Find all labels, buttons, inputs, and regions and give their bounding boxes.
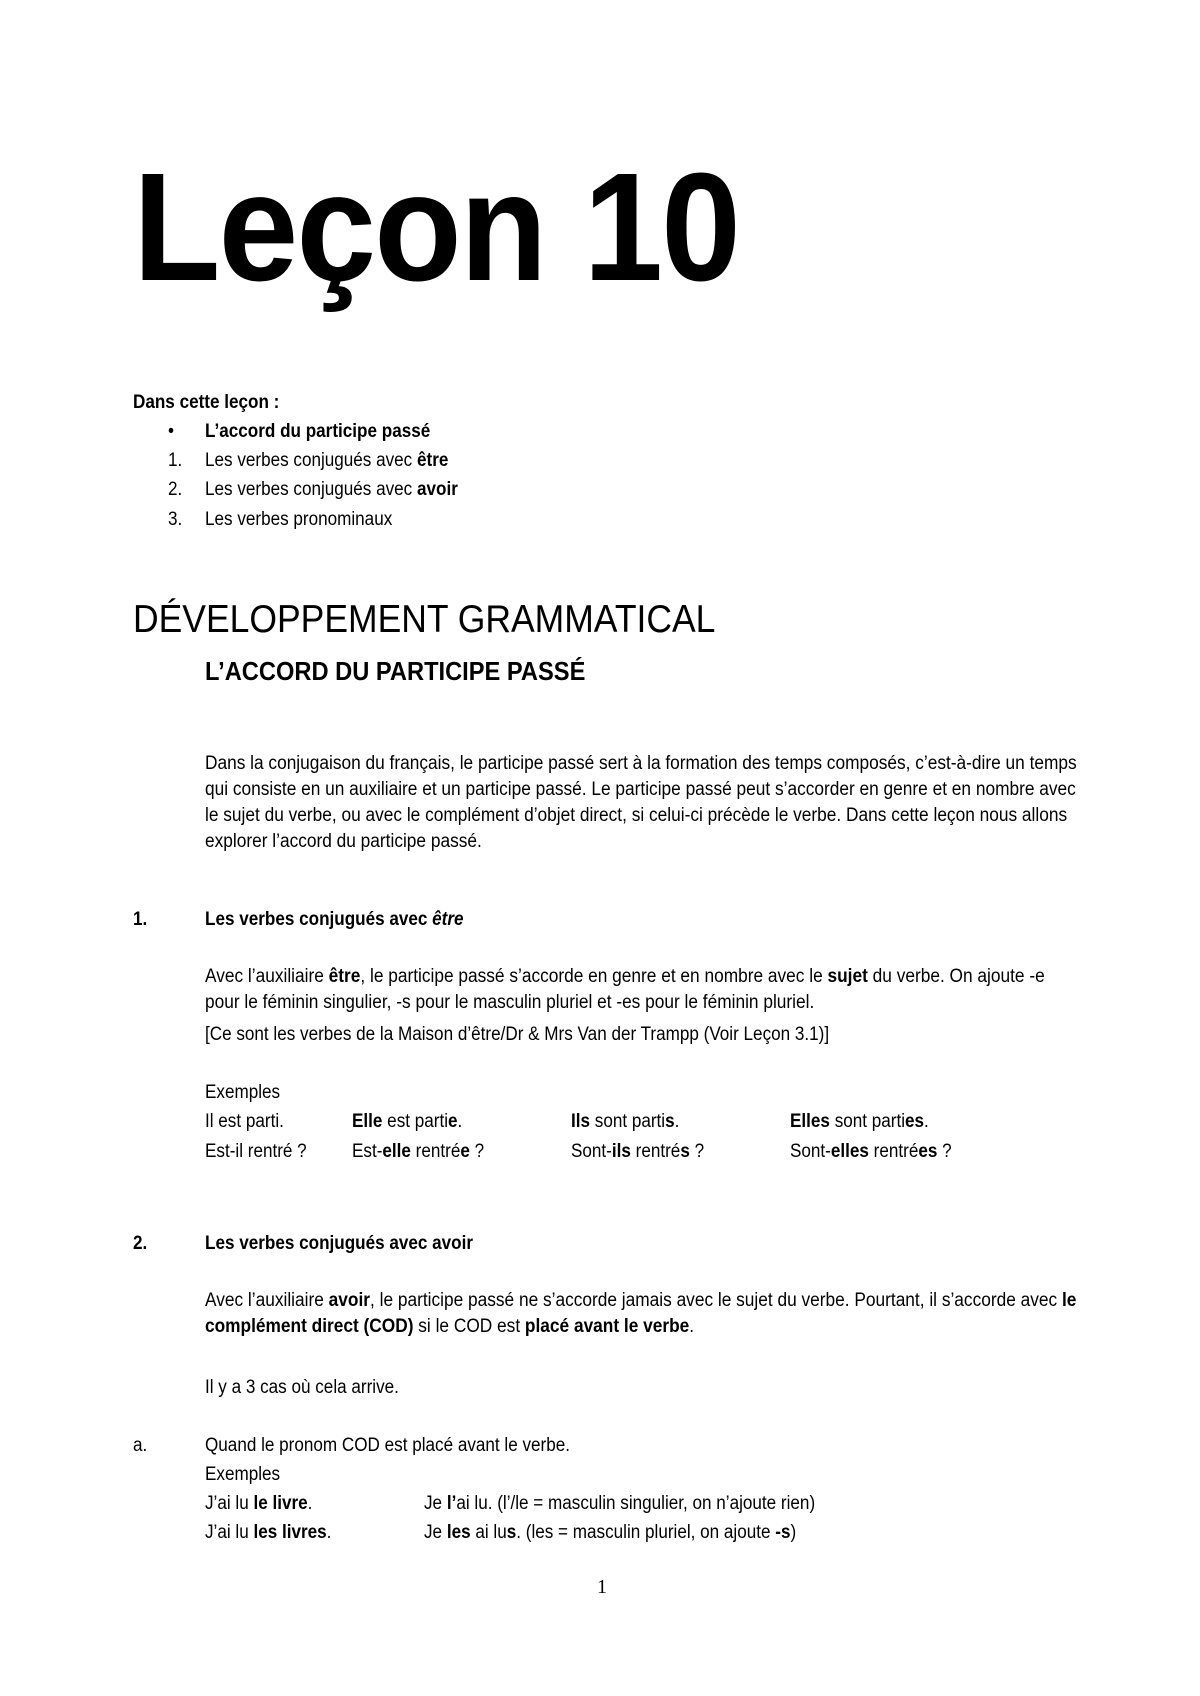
example-cell: Je l’ai lu. (l’/le = masculin singulier, on n’ajoute rien) — [424, 1493, 816, 1514]
part1-title: Les verbes conjugués avec être — [205, 909, 464, 930]
intro-item: Les verbes conjugués avec avoir — [205, 479, 458, 500]
part2-paragraph: Avec l’auxiliaire avoir, le participe passé ne s’accorde jamais avec le sujet du verbe. Pourtant, il s’accorde avec le complément direct (COD) si le COD est placé avant le verbe. — [205, 1290, 1077, 1337]
example-cell: Elles sont parties. — [790, 1111, 929, 1132]
intro-item-number: 1. — [168, 450, 183, 471]
page-number: 1 — [597, 1576, 607, 1598]
intro-item: Les verbes pronominaux — [205, 509, 393, 530]
examples-label: Exemples — [205, 1464, 281, 1485]
intro-bullet-item: L’accord du participe passé — [205, 421, 431, 442]
case-a-text: Quand le pronom COD est placé avant le verbe. — [205, 1435, 571, 1456]
section-heading: DÉVELOPPEMENT GRAMMATICAL — [133, 598, 716, 641]
part2-title: Les verbes conjugués avec avoir — [205, 1233, 474, 1254]
example-cell: Sont-ils rentrés ? — [571, 1141, 705, 1162]
cases-text: Il y a 3 cas où cela arrive. — [205, 1377, 399, 1398]
example-cell: Il est parti. — [205, 1111, 284, 1132]
example-cell: Est-elle rentrée ? — [352, 1141, 485, 1162]
intro-item: Les verbes conjugués avec être — [205, 450, 449, 471]
intro-item-number: 2. — [168, 479, 183, 500]
example-cell: Sont-elles rentrées ? — [790, 1141, 952, 1162]
part1-note: [Ce sont les verbes de la Maison d’être/Dr & Mrs Van der Trampp (Voir Leçon 3.1)] — [205, 1024, 830, 1045]
case-a-label: a. — [133, 1435, 148, 1456]
example-cell: Est-il rentré ? — [205, 1141, 307, 1162]
example-cell: J’ai lu les livres. — [205, 1522, 332, 1543]
intro-paragraph: Dans la conjugaison du français, le participe passé sert à la formation des temps composés, c’est-à-dire un temps qui consiste en un auxiliaire et un participe passé. Le participe passé peut s’accorder en genre et en nombre avec le sujet du verbe, ou avec le complément d’objet direct, si celui-ci précède le verbe. Dans cette leçon nous allons explorer l’accord du participe passé. — [205, 753, 1077, 852]
example-cell: Ils sont partis. — [571, 1111, 680, 1132]
example-cell: J’ai lu le livre. — [205, 1493, 313, 1514]
example-cell: Elle est partie. — [352, 1111, 463, 1132]
examples-label: Exemples — [205, 1082, 281, 1103]
example-cell: Je les ai lus. (les = masculin pluriel, on ajoute -s) — [424, 1522, 797, 1543]
bullet-marker: • — [168, 421, 174, 442]
lesson-title: Leçon 10 — [133, 141, 739, 313]
part2-number: 2. — [133, 1233, 148, 1254]
sub-heading: L’ACCORD DU PARTICIPE PASSÉ — [205, 656, 586, 686]
part1-paragraph: Avec l’auxiliaire être, le participe passé s’accorde en genre et en nombre avec le sujet du verbe. On ajoute -e pour le féminin singulier, -s pour le masculin pluriel et -es pour le féminin pluriel. — [205, 966, 1045, 1013]
intro-item-number: 3. — [168, 509, 183, 530]
part1-number: 1. — [133, 909, 148, 930]
intro-heading: Dans cette leçon : — [133, 392, 280, 413]
